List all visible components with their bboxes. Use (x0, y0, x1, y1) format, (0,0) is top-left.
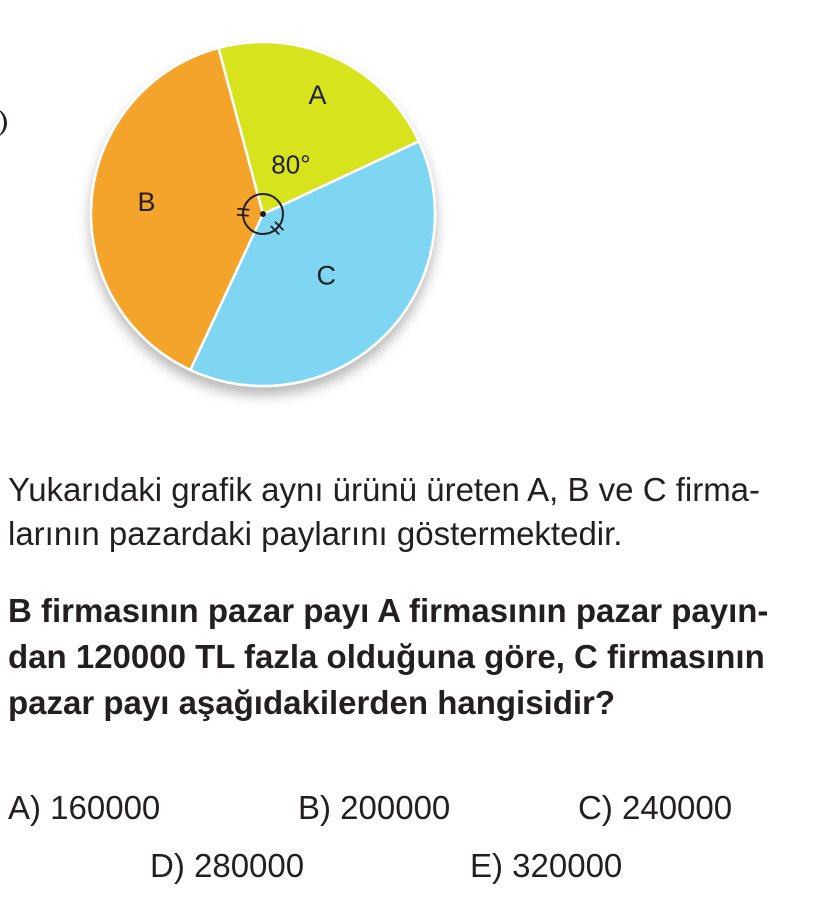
prompt-line: pazar payı aşağıdakilerden hangisidir? (8, 684, 616, 721)
pie-chart (0, 0, 835, 430)
angle-label-a: 80° (271, 149, 311, 180)
prompt-line: dan 120000 TL fazla olduğuna göre, C firmasının (8, 638, 765, 675)
intro-line: larının pazardaki paylarını göstermektedir. (8, 515, 623, 552)
slice-label-a: A (308, 80, 327, 111)
slice-label-b: B (137, 186, 156, 217)
option-d[interactable]: D) 280000 (150, 847, 305, 884)
question-intro (8, 468, 830, 556)
question-prompt (8, 588, 830, 726)
slice-label-c: C (316, 260, 336, 291)
pie-center-dot (260, 211, 266, 217)
option-a[interactable]: A) 160000 (8, 789, 161, 826)
intro-line: Yukarıdaki grafik aynı ürünü üreten A, B ve C firma- (8, 471, 761, 508)
option-c[interactable]: C) 240000 (578, 789, 733, 826)
pie-chart-area (0, 0, 835, 430)
prompt-line: B firmasının pazar payı A firmasının pazar payın- (8, 592, 769, 629)
option-b[interactable]: B) 200000 (298, 789, 451, 826)
option-e[interactable]: E) 320000 (470, 847, 623, 884)
